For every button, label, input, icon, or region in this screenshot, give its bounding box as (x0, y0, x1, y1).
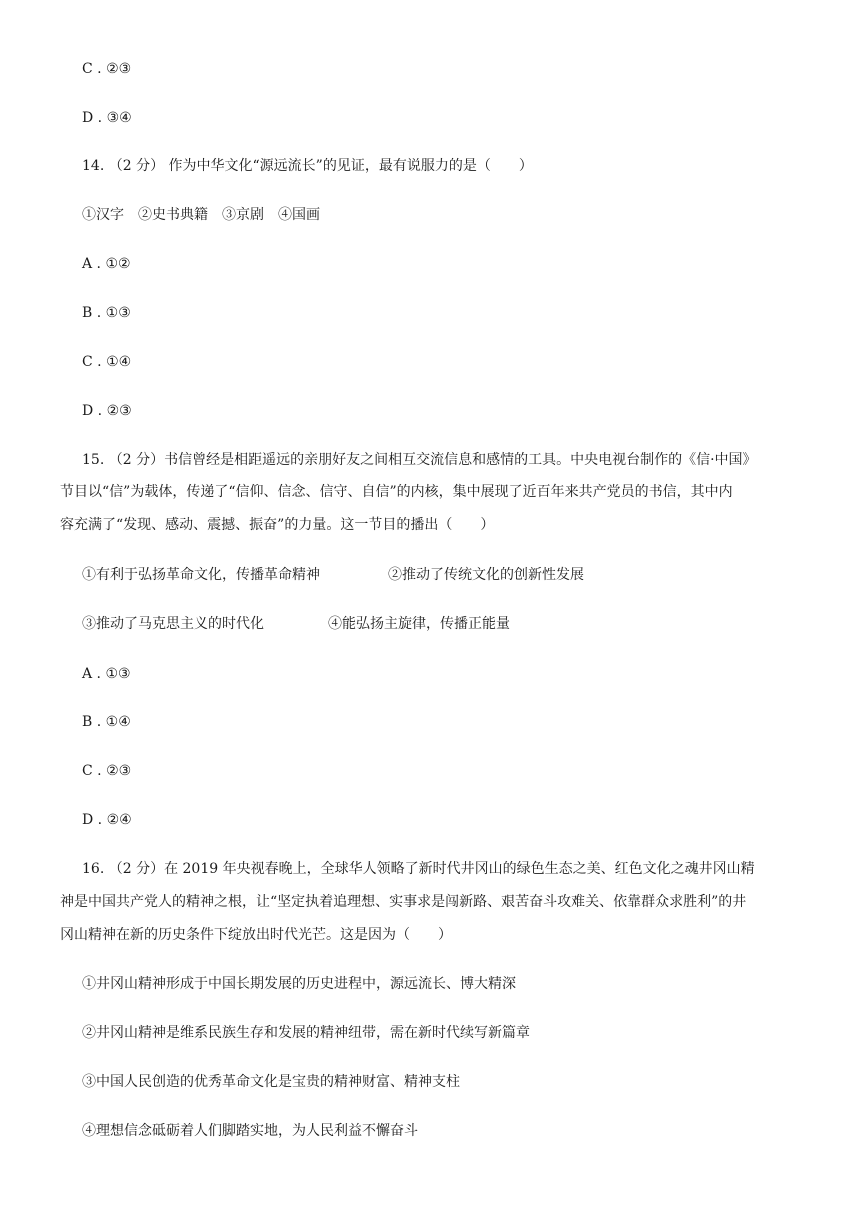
q14-stem: 14. （2 分） 作为中华文化“源远流长”的见证，最有说服力的是（ ） (82, 158, 533, 174)
q16-stem-line-1: 16. （2 分）在 2019 年央视春晚上，全球华人领略了新时代井冈山的绿色生态之美、红色文化之魂井冈山精 (82, 861, 755, 877)
q14-statements: ①汉字 ②史书典籍 ③京剧 ④国画 (82, 207, 320, 223)
q14-option-d: D . ②③ (82, 403, 132, 419)
q15-stem-line-2: 节目以“信”为载体，传递了“信仰、信念、信守、自信”的内核，集中展现了近百年来共产党员的书信，其中内 (60, 484, 733, 500)
q15-stem-line-1: 15. （2 分）书信曾经是相距遥远的亲朋好友之间相互交流信息和感情的工具。中央电视台制作的《信·中国》 (82, 452, 757, 468)
q15-option-a: A . ①③ (82, 666, 131, 682)
q16-statement-3: ③中国人民创造的优秀革命文化是宝贵的精神财富、精神支柱 (82, 1074, 460, 1090)
q15-option-c: C . ②③ (82, 763, 132, 779)
q14-option-c: C . ①④ (82, 354, 132, 370)
q15-option-d: D . ②④ (82, 812, 132, 828)
q15-statement-2: ②推动了传统文化的创新性发展 (388, 567, 584, 583)
q16-stem-line-2: 神是中国共产党人的精神之根，让“坚定执着追理想、实事求是闯新路、艰苦奋斗攻难关、依靠群众求胜利”的井 (60, 894, 747, 910)
q16-statement-1: ①井冈山精神形成于中国长期发展的历史进程中，源远流长、博大精深 (82, 976, 516, 992)
q13-option-d: D . ③④ (82, 110, 132, 126)
q14-option-b: B . ①③ (82, 305, 131, 321)
q15-statement-3: ③推动了马克思主义的时代化 (82, 616, 264, 632)
q16-stem-line-3: 冈山精神在新的历史条件下绽放出时代光芒。这是因为（ ） (60, 927, 452, 943)
q15-statement-1: ①有利于弘扬革命文化，传播革命精神 (82, 567, 320, 583)
q15-stem-line-3: 容充满了“发现、感动、震撼、振奋”的力量。这一节目的播出（ ） (60, 517, 495, 533)
q15-statement-4: ④能弘扬主旋律，传播正能量 (328, 616, 510, 632)
q14-option-a: A . ①② (82, 256, 131, 272)
q13-option-c: C . ②③ (82, 61, 132, 77)
q16-statement-2: ②井冈山精神是维系民族生存和发展的精神纽带，需在新时代续写新篇章 (82, 1025, 530, 1041)
q15-option-b: B . ①④ (82, 714, 131, 730)
q16-statement-4: ④理想信念砥砺着人们脚踏实地，为人民利益不懈奋斗 (82, 1123, 418, 1139)
